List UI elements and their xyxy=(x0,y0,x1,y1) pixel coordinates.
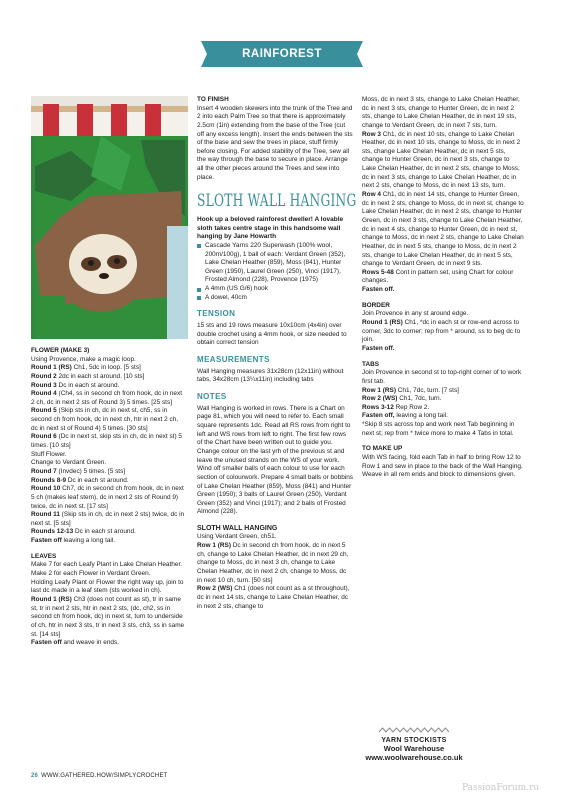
instruction-line xyxy=(31,364,185,373)
instruction-text: Dc in each st around. xyxy=(67,476,129,484)
instruction-text: (Skip sts in ch, dc in next 2 sts) twice, dc in next st. [5 sts] xyxy=(31,511,185,527)
instruction-line xyxy=(31,407,185,433)
instruction-line xyxy=(362,269,525,286)
instruction-line xyxy=(31,537,185,546)
instruction-label: Round 11 xyxy=(31,511,62,519)
section-heading xyxy=(362,302,525,311)
instruction-text: Cont in pattern set, using Chart for colour changes. xyxy=(362,268,514,285)
sloth-intro: Hook up a beloved rainforest dweller! A lovable sloth takes centre stage in this handsome wall hanging by Jane Howarth xyxy=(197,215,344,241)
instruction-text: *Skip 8 sts across top and work next Tab beginning in next st; rep from * twice more to make 4 Tabs in total. xyxy=(362,421,515,437)
instruction-label: Row 2 (WS) xyxy=(197,585,235,593)
instruction-text: Ch1, 5dc in loop. [5 sts] xyxy=(73,364,141,372)
instruction-line xyxy=(197,105,353,183)
instruction-text: Dc in each st around. xyxy=(75,528,136,536)
instruction-line xyxy=(362,404,525,413)
instruction-text: FLOWER (MAKE 3) xyxy=(31,347,90,354)
instruction-line xyxy=(362,421,525,438)
instruction-label: Round 1 (RS) xyxy=(31,595,74,603)
instruction-text: TO FINISH xyxy=(197,96,229,103)
instruction-line xyxy=(31,477,185,486)
instruction-line xyxy=(362,471,525,480)
section-heading xyxy=(31,347,185,356)
stockist-name: Wool Warehouse xyxy=(383,744,445,753)
instruction-text: Using Provence, make a magic loop. xyxy=(31,355,136,363)
instruction-text: Stuff Flower. xyxy=(31,450,67,458)
instruction-line xyxy=(31,511,185,528)
instruction-label: Fasten off. xyxy=(362,286,395,294)
instruction-line xyxy=(362,286,525,295)
sloth-title: SLOTH WALL HANGING xyxy=(197,191,357,212)
instruction-line xyxy=(31,561,185,570)
instruction-text: and weave in ends. xyxy=(63,639,120,647)
instruction-line xyxy=(362,131,525,191)
instruction-text: TO MAKE UP xyxy=(362,445,403,453)
page-number: 26 xyxy=(31,773,39,779)
instruction-text: Insert 4 wooden skewers into the trunk of the Tree and 2 into each Palm Tree so that there is approximately 2.5cm (1in) extending from the base of the Tree (cut off any excess length). Insert the ends between the sts of the base and sew the trees in place, stuff firmly before closing. For added stability of the Tree, sew all the way through the base to secure in place. Arrange all the other pieces around the Trees and sew into place. xyxy=(197,104,353,181)
instruction-line xyxy=(31,390,185,407)
column-finish-sloth xyxy=(197,96,357,611)
instruction-line xyxy=(31,451,185,460)
instruction-text: TABS xyxy=(362,360,380,368)
column-flower-leaves xyxy=(31,347,185,648)
watermark: PassionForum.ru xyxy=(462,783,540,793)
instruction-line xyxy=(31,356,185,365)
instruction-line xyxy=(31,373,185,382)
instruction-line xyxy=(31,570,185,579)
instruction-text: Holding Leafy Plant or Flower the right way up, join to last dc made in a leaf stem (sts worked in ch). xyxy=(31,578,184,595)
column-rows-border-tabs xyxy=(362,96,525,480)
instruction-text: BORDER xyxy=(362,301,390,309)
instruction-line xyxy=(362,96,525,131)
instruction-line xyxy=(362,395,525,404)
instruction-line xyxy=(362,310,525,319)
instruction-text: Ch1, 7dc, turn. xyxy=(399,395,442,403)
material-item: A dowel, 40cm xyxy=(197,294,353,303)
instruction-line xyxy=(362,412,525,421)
spacer xyxy=(362,438,525,445)
instruction-text: LEAVES xyxy=(31,552,57,560)
yarn-stockists xyxy=(356,727,472,762)
instruction-text: 2dc in each st around. [10 sts] xyxy=(58,372,145,380)
instruction-label: Round 4 xyxy=(31,390,59,398)
instruction-text: Using Verdant Green, ch51. xyxy=(197,533,277,541)
materials-list xyxy=(197,242,353,302)
section-heading xyxy=(197,96,353,105)
instruction-label: Round 10 xyxy=(31,485,63,493)
instruction-line xyxy=(197,533,353,542)
instruction-line xyxy=(31,382,185,391)
instruction-label: Row 1 (RS) xyxy=(362,386,398,394)
spacer xyxy=(362,354,525,361)
page-footer xyxy=(31,773,168,779)
stockist-url[interactable]: www.woolwarehouse.co.uk xyxy=(365,753,463,762)
material-item: Cascade Yarns 220 Superwash (100% wool, 200m/100g), 1 ball of each: Verdant Green (352), Lake Chelan Heather (859), Moss (841), Hunter Green (1950), Laurel Green (250), Vinci (1917), Frosted Almond (228), Provence (1975) xyxy=(197,242,353,285)
notes-text: Wall Hanging is worked in rows. There is a Chart on page 81, which you will need to refer to. Each small square represents 1dc. Read all RS rows from right to left and WS rows from left to right. The first few rows of the Chart have been written out to guide you. Change colour on the last yrh of the previous st and leave the unused strands on the WS of your work. Wind off smaller balls of each colour to use for each section of colourwork. Prepare 4 small balls or bobbins of Lake Chelan Heather (859), Moss (841) and Hunter Green (1950); 3 balls of Laurel Green (250), Verdant Green (352) and Vinci (1917); and 2 balls of Frosted Almond (228). xyxy=(197,404,354,516)
instruction-text: Make 7 for each Leafy Plant in Lake Chelan Heather. xyxy=(31,561,183,569)
instruction-text: With WS facing, fold each Tab in half to bring Row 12 to Row 1 and sew in place to the back of the Wall Hanging. xyxy=(362,453,523,470)
instruction-label: Fasten off xyxy=(31,537,64,545)
stockists-title: YARN STOCKISTS xyxy=(381,737,447,744)
instruction-label: Fasten off, xyxy=(362,412,397,420)
instruction-line xyxy=(31,459,185,468)
instruction-label: Row 4 xyxy=(362,191,383,199)
instruction-text: leaving a long tail. xyxy=(396,412,448,420)
instruction-text: Ch7, dc in second ch from hook, dc in next 5 ch (makes leaf stem), dc in next 2 sts of Round 9) twice, dc in next st. [17 sts] xyxy=(31,485,184,510)
instruction-label: Round 6 xyxy=(31,433,59,441)
instruction-line xyxy=(362,454,525,471)
instruction-label: Rounds 12-13 xyxy=(31,528,76,536)
instruction-line xyxy=(31,639,185,648)
instruction-text: Weave in all rem ends and block to dimensions given. xyxy=(362,471,516,479)
instruction-text: leaving a long tail. xyxy=(63,537,116,545)
instruction-label: Round 2 xyxy=(31,372,59,380)
instruction-line xyxy=(362,191,525,269)
instruction-text: Join Provence in second st to top-right corner of to work first tab. xyxy=(362,369,522,385)
instruction-text: Dc in each st around. xyxy=(58,381,120,389)
instruction-text: Ch1, dc in next 10 sts, change to Lake Chelan Heather, dc in next 10 sts, change to Moss, dc in next 2 sts, change Lake Chelan Heather, dc in next 5 sts, change to Hunter Green, dc in next 3 sts, change to Lake Chelan Heather, dc in next 2 sts, change to Moss, dc in next 3 sts, change to Lake Chelan Heather, dc in next 2 sts, change to Moss, dc in next 13 sts, turn. xyxy=(362,130,521,190)
instruction-text: Ch1, *dc in each st or row-end across to corner, 3dc to corner; rep from * around, ss to beg dc to join. xyxy=(362,319,521,344)
instruction-text: Make 2 for each Flower in Verdant Green. xyxy=(31,570,151,578)
instruction-text: Ch3 (does not count as st), tr in same st, tr in next 2 sts, htr in next 2 sts, (dc, ch2, ss in second ch from hook, dc) in next st, turn to underside of ch, htr in next 3 sts, tr in next 3 sts, ch3, ss in same st. [14 sts] xyxy=(31,595,185,638)
instruction-label: Fasten off. xyxy=(362,344,395,352)
section-banner xyxy=(201,41,363,86)
instruction-label: Fasten off xyxy=(31,639,64,647)
instruction-label: Round 5 xyxy=(31,407,59,415)
section-heading xyxy=(362,361,525,370)
instruction-text: Join Provence in any st around edge. xyxy=(362,310,469,318)
sloth-wall-hanging-photo xyxy=(31,96,188,339)
instruction-text: Ch1 (does not count as a st throughout), dc in next 14 sts, change to Lake Chelan Heather, dc in next 2 sts, change to xyxy=(197,585,350,610)
instruction-label: Rows 5-48 xyxy=(362,268,396,276)
zigzag-divider xyxy=(379,727,449,733)
instruction-text: Moss, dc in next 3 sts, change to Lake Chelan Heather, dc in next 3 sts, change to Hunter Green, dc in next 2 sts, change to Lake Chelan Heather, dc in next 19 sts, change to Verdant Green, dc in next 7 sts, turn. xyxy=(362,96,520,129)
measurements-heading: MEASUREMENTS xyxy=(197,355,270,365)
tension-heading: TENSION xyxy=(197,309,236,319)
section-heading xyxy=(31,553,185,562)
notes-heading: NOTES xyxy=(197,392,227,402)
instruction-text: Change to Verdant Green. xyxy=(31,459,107,467)
instruction-label: Row 1 (RS) xyxy=(197,542,233,550)
instruction-line xyxy=(362,387,525,396)
instruction-line xyxy=(31,596,185,639)
instruction-line xyxy=(31,579,185,596)
instruction-line xyxy=(31,468,185,477)
instruction-text: Dc in second ch from hook, dc in next 5 ch, change to Lake Chelan Heather, dc in next 29 ch, change to Moss, dc in next 3 ch, change to Lake Chelan Heather, dc in next 2 ch, change to Moss, dc in next 10 ch, turn. [50 sts] xyxy=(197,542,349,584)
instruction-line xyxy=(197,542,353,585)
instruction-line xyxy=(362,319,525,345)
instruction-text: (Ch4, ss in second ch from hook, dc in next 2 ch, dc in next 2 sts of Round 3) 5 times. [25 sts] xyxy=(31,390,182,406)
banner-title: RAINFOREST COLLECTION xyxy=(242,48,322,86)
instruction-line xyxy=(197,585,353,611)
instruction-text: Ch1, dc in next 14 sts, change to Hunter Green, dc in next 2 sts, change to Moss, dc in next st, change to Lake Chelan Heather, dc in next 2 sts, change to Hunter Green, dc in next 3 sts, change to Lake Chelan Heather, dc in next 4 sts, change to Hunter Green, dc in next st, change to Moss, dc in next 2 sts, change to Lake Chelan Heather, dc in next 5 sts, change to Moss, dc in next 2 sts, change to Lake Chelan Heather, dc in next 5 sts, change to Verdant Green, dc in next 9 sts. xyxy=(362,191,524,268)
instruction-label: Round 3 xyxy=(31,381,59,389)
instruction-label: Row 2 (WS) xyxy=(362,395,400,403)
instruction-label: Round 7 xyxy=(31,467,59,475)
instruction-line xyxy=(362,369,525,386)
instruction-label: Rounds 8-9 xyxy=(31,476,68,484)
footer-url[interactable]: WWW.GATHERED.HOW/SIMPLYCROCHET xyxy=(41,773,168,779)
material-item: A 4mm (US G/6) hook xyxy=(197,285,353,294)
instruction-line xyxy=(31,528,185,537)
instruction-line xyxy=(31,433,185,450)
instruction-line xyxy=(31,485,185,511)
instruction-text: Ch1, 7dc, turn. [7 sts] xyxy=(397,386,459,394)
spacer xyxy=(31,546,185,553)
instruction-label: Round 1 (RS) xyxy=(31,364,74,372)
instruction-label: Row 3 xyxy=(362,130,383,138)
tension-text: 15 sts and 19 rows measure 10x10cm (4x4in) over double crochet using a 4mm hook, or size needed to obtain correct tension xyxy=(197,322,347,347)
spacer xyxy=(362,295,525,302)
section-heading xyxy=(362,445,525,454)
instruction-text: (Dc in next st, skip sts in ch, dc in next st) 5 times. [10 sts] xyxy=(31,433,182,450)
instruction-line xyxy=(362,345,525,354)
instruction-text: Rep Row 2. xyxy=(395,403,430,411)
instruction-label: Round 1 (RS) xyxy=(362,319,405,327)
instruction-label: Rows 3-12 xyxy=(362,403,396,411)
instruction-text: (Invdec) 5 times. [5 sts] xyxy=(58,467,126,475)
measurements-text: Wall Hanging measures 31x28cm (12x11in) without tabs, 34x28cm (13¼x11in) including tabs xyxy=(197,367,344,384)
wall-hanging-heading: SLOTH WALL HANGING xyxy=(197,525,278,533)
instruction-text: (Skip sts in ch, dc in next st, ch5, ss in second ch from hook, dc in next ch, htr in next 2 ch, dc in next st of Round 4) 5 times. [30 sts] xyxy=(31,407,179,432)
